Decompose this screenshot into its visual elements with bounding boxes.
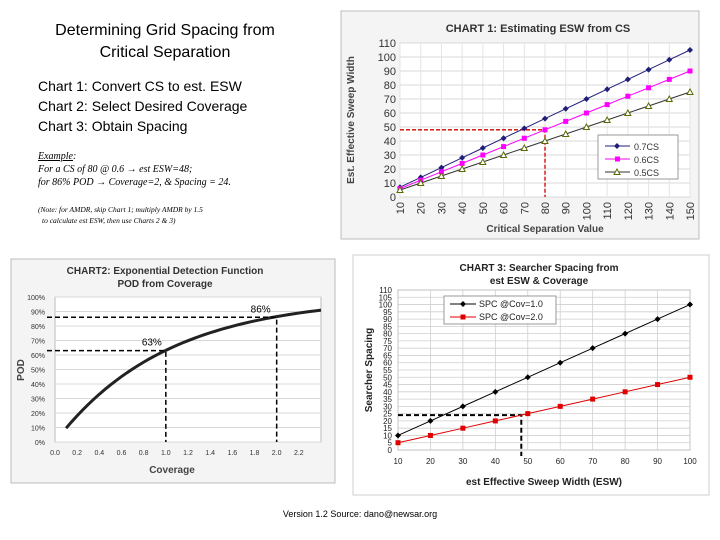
example-block: Example: For a CS of 80 @ 0.6 → est ESW=48; for 86% POD → Coverage=2, & Spacing = 24. xyxy=(38,151,231,188)
chart1-ytick: 50 xyxy=(383,122,396,134)
chart3-xlabel: est Effective Sweep Width (ESW) xyxy=(465,477,623,488)
chart2-ytick: 80% xyxy=(30,324,45,331)
chart3-point xyxy=(688,375,693,380)
chart3-ytick: 10 xyxy=(383,431,392,441)
chart1-ytick: 20 xyxy=(383,164,396,176)
step-1: Chart 1: Convert CS to est. ESW xyxy=(38,78,242,94)
chart1-legend-label: 0.7CS xyxy=(634,142,660,152)
chart3-ytick: 25 xyxy=(383,409,392,419)
chart1-point xyxy=(605,102,610,107)
chart3-ytick: 85 xyxy=(383,322,392,332)
chart1-legend-label: 0.6CS xyxy=(634,155,660,165)
chart3-point xyxy=(493,418,498,423)
chart2-xlabel: Coverage xyxy=(149,465,195,476)
chart3-ytick: 50 xyxy=(383,373,392,383)
chart1-point xyxy=(480,153,485,158)
chart2-ytick: 60% xyxy=(30,353,45,360)
chart1-title: CHART 1: Estimating ESW from CS xyxy=(445,23,631,35)
chart3-ytick: 20 xyxy=(383,416,392,426)
chart3-ytick: 90 xyxy=(383,315,392,325)
chart1-point xyxy=(543,127,548,132)
chart2-xtick: 1.2 xyxy=(183,450,193,457)
chart3-legend xyxy=(444,296,556,324)
chart3-point xyxy=(623,389,628,394)
chart3-xtick: 20 xyxy=(425,457,435,466)
chart2-ytick: 0% xyxy=(34,440,45,447)
chart3-xtick: 80 xyxy=(620,457,630,466)
chart1-legend-label: 0.5CS xyxy=(634,168,660,178)
chart1-ytick: 110 xyxy=(378,38,396,50)
chart1-legend-marker xyxy=(615,157,620,162)
chart1-xtick: 50 xyxy=(477,202,490,215)
chart1-xtick: 40 xyxy=(457,202,470,215)
chart1-point xyxy=(522,136,527,141)
chart1-xtick: 140 xyxy=(664,202,677,221)
chart2-xtick: 1.6 xyxy=(227,450,238,457)
chart2-xtick: 0.4 xyxy=(94,450,105,457)
chart1-xtick: 120 xyxy=(622,202,635,221)
chart3-ytick: 35 xyxy=(383,395,392,405)
note-line2: to calculate est ESW, then use Charts 2 & 3) xyxy=(42,216,176,225)
chart2-ytick: 100% xyxy=(27,295,45,302)
chart3-point xyxy=(525,411,530,416)
note-block xyxy=(38,204,278,226)
chart1 xyxy=(340,10,700,240)
example-line2-a: for 86% POD xyxy=(38,177,94,188)
chart3-point xyxy=(460,426,465,431)
chart1-xtick: 20 xyxy=(415,202,428,215)
chart1-point xyxy=(584,111,589,116)
chart3-legend-label: SPC @Cov=1.0 xyxy=(479,299,543,309)
chart2-xtick: 0.8 xyxy=(138,450,149,457)
chart2 xyxy=(10,258,336,484)
chart2-subtitle: POD from Coverage xyxy=(117,279,213,290)
chart3-ytick: 60 xyxy=(383,358,392,368)
chart1-ytick: 60 xyxy=(383,108,396,120)
chart1-legend xyxy=(598,135,678,179)
chart3-ytick: 75 xyxy=(383,336,392,346)
example-line1-a: For a CS of 80 @ 0.6 xyxy=(38,164,125,175)
chart3-xtick: 60 xyxy=(555,457,565,466)
chart3-point xyxy=(655,382,660,387)
chart1-ytick: 30 xyxy=(383,150,396,162)
chart1-point xyxy=(688,69,693,74)
chart1-point xyxy=(646,85,651,90)
example-label: Example xyxy=(38,151,73,162)
chart1-ytick: 0 xyxy=(389,192,396,204)
slide-title-line1: Determining Grid Spacing from xyxy=(55,22,275,39)
chart1-point xyxy=(563,119,568,124)
arrow-right-icon: → xyxy=(96,177,107,188)
example-line2-b: Coverage=2, & Spacing = 24. xyxy=(108,177,231,188)
steps-list xyxy=(38,76,247,136)
chart2-xtick: 0.0 xyxy=(50,450,60,457)
chart2-xtick: 0.2 xyxy=(72,450,83,457)
chart2-title: CHART2: Exponential Detection Function xyxy=(66,266,264,277)
chart1-xtick: 130 xyxy=(643,202,656,221)
chart3-xtick: 40 xyxy=(490,457,500,466)
chart3-ytick: 40 xyxy=(383,387,392,397)
chart1-point xyxy=(625,94,630,99)
chart3-legend-marker xyxy=(461,315,466,320)
chart2-ytick: 20% xyxy=(30,411,45,418)
chart2-ytick: 40% xyxy=(30,382,45,389)
chart1-xlabel: Critical Separation Value xyxy=(486,224,604,235)
chart1-ytick: 80 xyxy=(383,80,396,92)
chart3-ytick: 110 xyxy=(379,286,392,295)
chart2-ylabel: POD xyxy=(16,359,27,381)
chart1-xtick: 80 xyxy=(540,202,552,215)
chart3-legend-label: SPC @Cov=2.0 xyxy=(479,312,543,322)
slide-title-line2: Critical Separation xyxy=(99,44,231,61)
chart1-xtick: 150 xyxy=(685,202,697,221)
chart1-ytick: 100 xyxy=(377,52,396,64)
chart1-xtick: 70 xyxy=(519,202,532,215)
chart2-ytick: 50% xyxy=(30,367,45,375)
chart1-xtick: 90 xyxy=(560,202,573,215)
chart1-ytick: 10 xyxy=(383,178,396,190)
chart3-ytick: 0 xyxy=(387,446,392,455)
chart2-xtick: 1.4 xyxy=(205,450,216,457)
step-2: Chart 2: Select Desired Coverage xyxy=(38,98,248,114)
note-line1: (Note: for AMDR, skip Chart 1; multiply AMDR by 1.5 xyxy=(38,205,203,214)
chart2-ytick: 90% xyxy=(30,309,45,317)
chart2-xtick: 1.8 xyxy=(249,450,260,457)
step-3: Chart 3: Obtain Spacing xyxy=(38,118,188,134)
chart1-ytick: 90 xyxy=(383,66,396,78)
chart1-xtick: 30 xyxy=(436,202,449,215)
chart3 xyxy=(352,254,710,496)
chart3-ytick: 5 xyxy=(387,438,392,448)
chart2-ytick: 30% xyxy=(30,396,45,404)
chart2-ytick: 10% xyxy=(30,425,45,433)
chart3-ytick: 105 xyxy=(378,293,392,303)
chart3-ylabel: Searcher Spacing xyxy=(364,327,375,413)
chart2-annotation-label: 63% xyxy=(141,337,162,349)
chart3-subtitle: est ESW & Coverage xyxy=(489,276,589,287)
chart3-point xyxy=(396,440,401,445)
chart3-ytick: 30 xyxy=(383,402,392,412)
chart3-xtick: 30 xyxy=(458,457,468,466)
chart3-xtick: 70 xyxy=(588,457,598,466)
chart1-point xyxy=(667,77,672,82)
chart3-point xyxy=(558,404,563,409)
chart3-xtick: 50 xyxy=(523,457,533,466)
chart1-ytick: 70 xyxy=(383,94,396,106)
chart1-xtick: 10 xyxy=(395,202,407,215)
footer-text: Version 1.2 Source: dano@newsar.org xyxy=(282,509,438,519)
chart3-ytick: 65 xyxy=(383,351,392,361)
chart1-point xyxy=(501,144,506,149)
chart2-xtick: 2.0 xyxy=(271,450,282,457)
chart2-xtick: 1.0 xyxy=(160,450,171,457)
chart2-ytick: 70% xyxy=(30,338,45,346)
slide-title xyxy=(30,20,300,64)
chart3-xtick: 100 xyxy=(683,457,697,466)
chart3-ytick: 100 xyxy=(378,300,392,310)
chart3-ytick: 80 xyxy=(383,329,392,339)
chart1-ytick: 40 xyxy=(383,136,396,148)
chart3-xtick: 10 xyxy=(393,457,403,466)
chart2-xtick: 2.2 xyxy=(293,450,304,457)
example-line1-b: est ESW=48; xyxy=(139,164,193,175)
chart2-xtick: 0.6 xyxy=(116,450,127,457)
chart3-xtick: 90 xyxy=(653,457,663,466)
chart1-xtick: 110 xyxy=(602,202,615,220)
chart3-ytick: 15 xyxy=(383,424,392,434)
chart2-annotation-label: 86% xyxy=(250,304,271,316)
chart3-ytick: 45 xyxy=(383,380,392,390)
chart3-ytick: 55 xyxy=(383,366,392,375)
chart3-title: CHART 3: Searcher Spacing from xyxy=(459,263,619,274)
chart3-point xyxy=(590,397,595,402)
chart1-xtick: 60 xyxy=(498,202,511,215)
chart3-ytick: 95 xyxy=(383,307,392,317)
chart1-xtick: 100 xyxy=(581,202,594,221)
arrow-right-icon: → xyxy=(126,164,137,175)
chart3-ytick: 70 xyxy=(383,344,392,354)
chart3-point xyxy=(428,433,433,438)
chart1-ylabel: Est. Effective Sweep Width xyxy=(346,56,357,184)
